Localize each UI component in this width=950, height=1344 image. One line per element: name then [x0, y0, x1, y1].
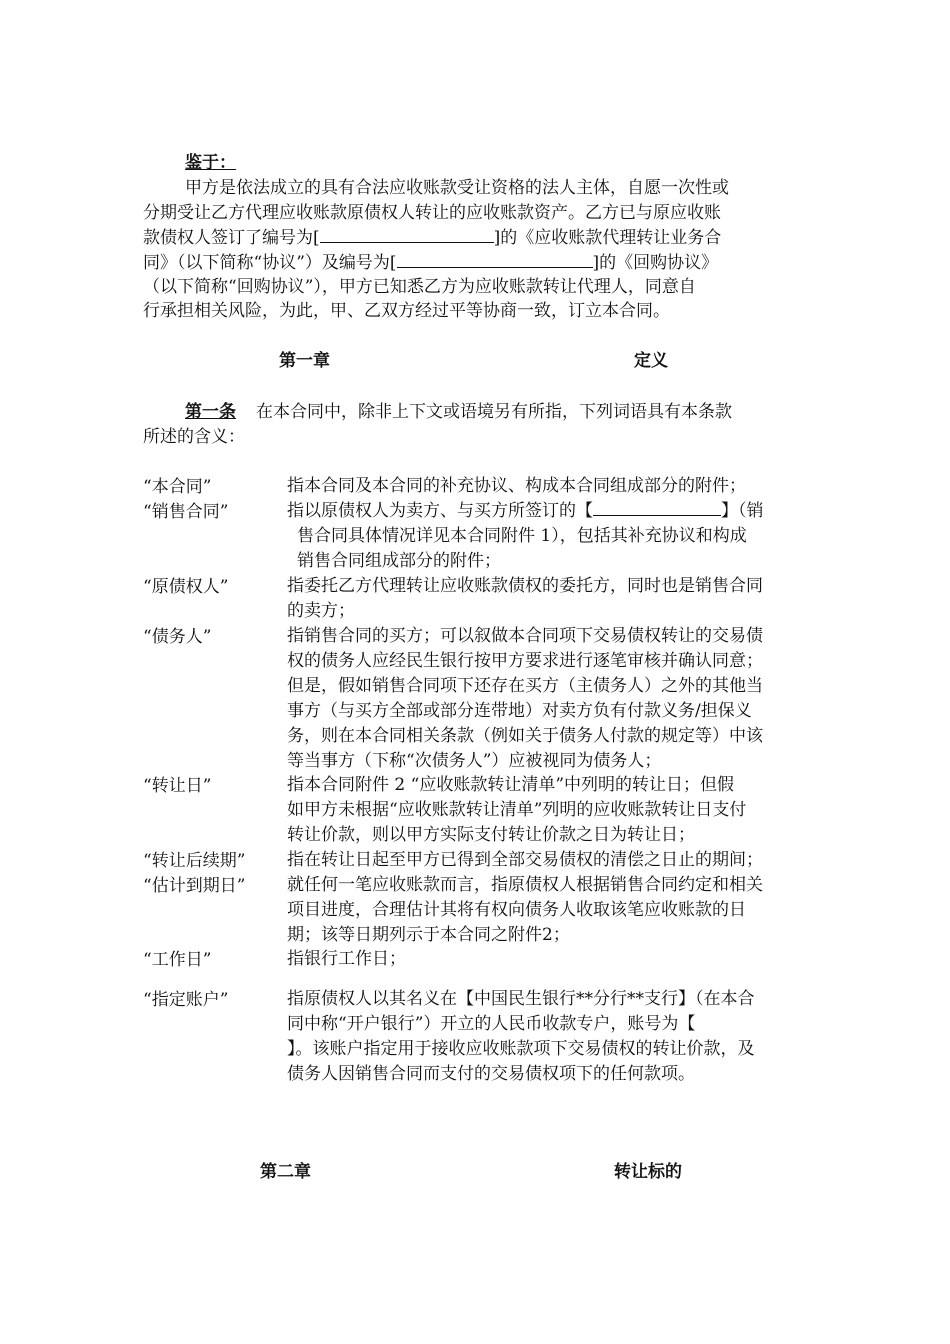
- definition-line: 同中称“开户银行”）开立的人民币收款专户，账号为【: [287, 1014, 696, 1034]
- definition-term: “指定账户”: [143, 990, 229, 1010]
- definition-text: [287, 624, 827, 774]
- definition-line: 指银行工作日；: [287, 949, 406, 969]
- preamble-line: 行承担相关风险，为此，甲、乙双方经过平等协商一致，订立本合同。: [143, 301, 670, 321]
- definition-line-group: [287, 499, 827, 524]
- article-label: 第一条: [185, 402, 236, 422]
- article-text: 在本合同中，除非上下文或语境另有所指，下列词语具有本条款: [256, 402, 732, 422]
- preamble-line: 甲方是依法成立的具有合法应收账款受让资格的法人主体，自愿一次性或: [185, 178, 729, 198]
- definition-line: 指在转让日起至甲方已得到全部交易债权的清偿之日止的期间；: [287, 850, 763, 870]
- definition-line: 指本合同附件 2 “应收账款转让清单”中列明的转让日；但假: [287, 775, 735, 795]
- chapter-title: 定义: [634, 351, 668, 371]
- definition-term: “本合同”: [143, 477, 212, 497]
- definition-line: 指本合同及本合同的补充协议、构成本合同组成部分的附件；: [287, 476, 746, 496]
- article-line: 所述的含义：: [143, 427, 245, 447]
- chapter-number: 第一章: [279, 351, 330, 371]
- definition-line: 售合同具体情况详见本合同附件 1），包括其补充协议和构成: [297, 526, 747, 546]
- definition-term: “转让日”: [143, 776, 212, 796]
- article-line: [185, 399, 732, 425]
- definition-line: 指以原债权人为卖方、与买方所签订的【: [287, 501, 593, 521]
- preamble-text: ]的《应收账款代理转让业务合: [493, 228, 722, 248]
- blank-buyback-number: [397, 251, 593, 268]
- definition-line: 权的债务人应经民生银行按甲方要求进行逐笔审核并确认同意；: [287, 651, 763, 671]
- definition-line: 债务人因销售合同而支付的交易债权项下的任何款项。: [287, 1064, 695, 1084]
- blank-contract-number: [320, 226, 494, 243]
- preamble-heading: 鉴于：: [185, 153, 236, 173]
- chapter-title: 转让标的: [614, 1162, 682, 1182]
- definition-text: [287, 947, 827, 972]
- definition-term: “估计到期日”: [143, 876, 246, 896]
- blank-sales-contract: [593, 499, 721, 516]
- preamble-text: 款债权人签订了编号为[: [143, 228, 320, 248]
- preamble-text: ]的《回购协议》: [592, 253, 719, 273]
- definition-line: 指委托乙方代理转让应收账款债权的委托方，同时也是销售合同: [287, 576, 763, 596]
- definition-term: “销售合同”: [143, 502, 229, 522]
- definition-text: [287, 987, 827, 1087]
- definition-text: [287, 873, 827, 948]
- definition-text: [287, 474, 827, 499]
- definition-line: 就任何一笔应收账款而言，指原债权人根据销售合同约定和相关: [287, 875, 763, 895]
- definition-line: 等当事方（下称“次债务人”）应被视同为债务人；: [287, 751, 662, 771]
- definition-line: 指销售合同的买方；可以叙做本合同项下交易债权转让的交易债: [287, 626, 763, 646]
- definition-term: “原债权人”: [143, 577, 229, 597]
- definition-line: 如甲方未根据“应收账款转让清单”列明的应收账款转让日支付: [287, 800, 747, 820]
- definition-term: “工作日”: [143, 950, 212, 970]
- definition-line: 指原债权人以其名义在【中国民生银行**分行**支行】（在本合: [287, 989, 755, 1009]
- definition-text: [287, 574, 827, 624]
- definition-line: 务，则在本合同相关条款（例如关于债务人付款的规定等）中该: [287, 726, 763, 746]
- preamble-line: 分期受让乙方代理应收账款原债权人转让的应收账款资产。乙方已与原应收账: [143, 203, 721, 223]
- definition-term: “转让后续期”: [143, 851, 246, 871]
- preamble-line: [143, 250, 718, 276]
- definition-term: “债务人”: [143, 627, 212, 647]
- preamble-text: 同》（以下简称“协议”）及编号为[: [143, 253, 397, 273]
- definition-line: 期；该等日期列示于本合同之附件2；: [287, 925, 570, 945]
- definition-text: [287, 499, 827, 574]
- definition-line: 的卖方；: [287, 601, 355, 621]
- definition-line: 事方（与买方全部或部分连带地）对卖方负有付款义务/担保义: [287, 701, 752, 721]
- definition-line: 但是，假如销售合同项下还存在买方（主债务人）之外的其他当: [287, 676, 763, 696]
- definition-line: 项目进度，合理估计其将有权向债务人收取该笔应收账款的日: [287, 900, 746, 920]
- definition-line: 销售合同组成部分的附件；: [297, 551, 501, 571]
- preamble-line: （以下简称“回购协议”），甲方已知悉乙方为应收账款转让代理人，同意自: [143, 277, 696, 297]
- definition-line: 】。该账户指定用于接收应收账款项下交易债权的转让价款，及: [287, 1039, 755, 1059]
- definition-text: [287, 848, 827, 873]
- definition-text: [287, 773, 827, 848]
- preamble-line: [143, 225, 721, 251]
- definition-line: 】（销: [721, 501, 764, 521]
- definition-line: 转让价款，则以甲方实际支付转让价款之日为转让日；: [287, 825, 695, 845]
- chapter-number: 第二章: [260, 1162, 311, 1182]
